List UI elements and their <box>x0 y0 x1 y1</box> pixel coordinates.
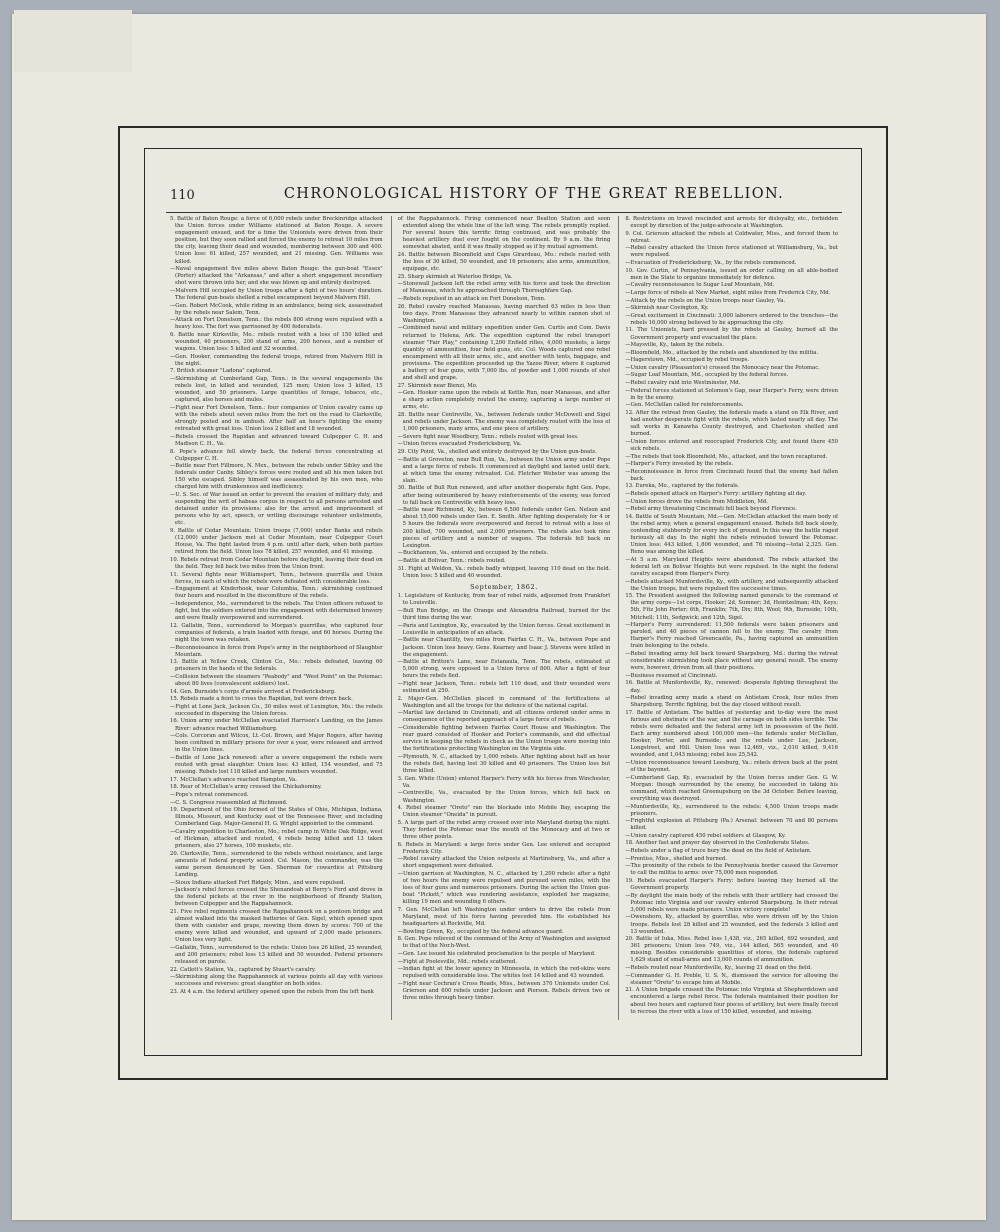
chronology-entry: 5. Battle of Baton Rouge: a force of 6,000 rebels under Breckinridge attacked the Union forces under Williams stationed at Baton Rouge. A severe engagement ensued, and for a time the Unionists were driven from their position, but they soon rallied and forced the enemy to retreat 10 miles from the city, leaving their dead and wounded, numbering between 300 and 400. Union loss: 61 killed, 257 wounded, and 21 missing. Gen. Williams was killed. <box>170 216 383 265</box>
chronology-entry: —Engagement at Kinderhook, near Columbia, Tenn.: skirmishing continued four hours and resulted in the discomfiture of the rebels. <box>170 586 383 600</box>
chronology-entry: 15. The President assigned the following named generals to the command of the army corps—1st corps, Hooker; 2d, Sumner; 3d, Heintzelman; 4th, Keys; 5th, Fitz John Porter; 6th, Franklin; 7th, Dix; 8th, Wool; 9th, Burnside; 10th, Mitchell; 11th, Sedgwick; and 12th, Sigel. <box>625 593 839 621</box>
chronology-entry: —Gen. Hooker came upon the rebels at Kettle Run, near Manassas, and after a sharp action completely routed the enemy, capturing a large number of arms, etc. <box>397 390 611 411</box>
chronology-entry: —Combined naval and military expedition under Gen. Curtis and Com. Davis returned to Helena, Ark. The expedition captured the rebel transport steamer "Fair Play," containing 1,200 Enfield rifles, 4,000 muskets, a large quantity of ammunition, four field guns, etc. Col. Woods captured one rebel encampment with all their arms, etc., and another with tents, baggage, and provisions. The expedition proceeded up the Yazoo River, where it captured a battery of four guns, with 7,000 lbs. of powder and 1,000 rounds of shot and shell and grape. <box>397 325 611 382</box>
chronology-entry: 5. A large part of the rebel army crossed over into Maryland during the night. They forded the Potomac near the mouth of the Monocacy and at two or three other points. <box>397 819 611 840</box>
chronology-entry: —C. S. Congress reassembled at Richmond. <box>170 799 288 806</box>
chronology-entry: —Jackson's rebel forces crossed the Shenandoah at Berry's Ford and drove in the federal pickets at the river in the neighborhood of Brandy Station, between Culpepper and the Rappahannock. <box>170 887 383 908</box>
chronology-entry: —Severe fight near Woodbury, Tenn.: rebels routed with great loss. <box>397 433 579 440</box>
chronology-entry: —Rebel cavalry raid into Westminster, Md. <box>625 380 741 387</box>
chronology-entry: —Battle at Britton's Lane, near Estanaula, Tenn. The rebels, estimated at 5,000 strong, were opposed to a Union force of 800. After a fight of four hours the rebels fled. <box>397 659 611 680</box>
chronology-entry: —Rebel army threatening Cincinnati fell back beyond Florence. <box>625 506 797 513</box>
chronology-entry: —Rebel invading army fell back toward Sharpsburg, Md.: during the retreat considerable skirmishing took place without any general result. The enemy were, however, driven from all their positions. <box>625 651 839 672</box>
chronology-entry: —Maysville, Ky., taken by the rebels. <box>625 342 724 349</box>
chronology-entry: 16. Battle at Munfordsville, Ky., renewed: desperate fighting throughout the day. <box>625 680 839 694</box>
chronology-entry: 27. Skirmish near Bienzi, Mo. <box>397 382 478 389</box>
chronology-entry: —Cols. Corcoran and Wilcox, Lt.-Col. Brown, and Major Rogers, after having been confined in military prisons for over a year, were released and arrived in the Union lines. <box>170 733 383 754</box>
chronology-entry: —Business resumed at Cincinnati. <box>625 672 718 679</box>
chronology-entry: —Fight near Jackson, Tenn.: rebels left 110 dead, and their wounded were estimated at 250. <box>397 681 611 695</box>
chronology-entry: —Naval engagement five miles above Baton Rouge: the gun-boat "Essex" (Porter) attacked the "Arkansas," and after a short engagement incendiary shot were thrown into her, and she was blown up and entirely destroyed. <box>170 266 383 287</box>
chronology-entry: —Bull Run Bridge, on the Orange and Alexandria Railroad, burned for the third time during the war. <box>397 608 611 622</box>
chronology-entry: —Attack on Fort Donelson, Tenn.: the rebels 800 strong were repulsed with a heavy loss. The fort was garrisoned by 400 federalists. <box>170 317 383 331</box>
chronology-entry: —The rebels that took Bloomfield, Mo., attacked, and the town recaptured. <box>625 453 828 460</box>
chronology-entry: 22. Catlett's Station, Va., captured by Stuart's cavalry. <box>170 966 316 973</box>
chronology-entry: 21. Five rebel regiments crossed the Rappahannock on a pontoon bridge and almost walked into the masked batteries of Gen. Sigel, which opened upon them with canister and grape, mowing them down by scores: 700 of the enemy were killed and wounded, and upward of 2,000 made prisoners. Union loss very light. <box>170 908 383 944</box>
chronology-entry: 10. Gov. Curtin, of Pennsylvania, issued an order calling on all able-bodied men in the State to organize immediately for defence. <box>625 267 839 281</box>
text-column-3 <box>618 216 838 1020</box>
chronology-entry: —At 5 a.m. Maryland Heights were abandoned. The rebels attacked the federal left on Bolivar Heights but were repulsed. In the night the federal cavalry escaped from Harper's Ferry. <box>625 556 839 577</box>
chronology-entry: —Independence, Mo., surrendered to the rebels. The Union officers refused to fight, but the soldiers entered into the engagement with determined bravery and were finally overpowered and surrendered. <box>170 600 383 622</box>
chronology-entry: 19. Rebels evacuated Harper's Ferry: before leaving they burned all the Government property. <box>625 877 839 892</box>
chronology-entry: —Collision between the steamers "Peabody" and "West Point" on the Potomac: about 80 lives (convalescent soldiers) lost. <box>170 673 383 687</box>
chronology-entry: —Reconnoissance in force from Cincinnati found that the enemy had fallen back. <box>625 468 839 482</box>
chronology-entry: 12. Gallatin, Tenn., surrendered to Morgan's guerrillas, who captured four companies of federals, a train loaded with forage, and 60 horses. During the night the town was retaken. <box>170 622 383 643</box>
chronology-entry: —Fight near Fort Donelson, Tenn.: four companies of Union cavalry came up with the rebels about seven miles from the fort on the road to Clarksville, strongly posted and in ambush. After half an hour's fighting the enemy retreated with great loss. Union loss 2 killed and 18 wounded. <box>170 404 383 433</box>
chronology-entry: —Skirmishing along the Rappahannock at various points all day with various successes and reverses: great slaughter on both sides. <box>170 974 383 988</box>
chronology-entry: —Rebel cavalry attacked the Union outposts at Martinsburg, Va., and after a short engagement were defeated. <box>397 856 611 870</box>
chronology-entry: —Rebels attacked Munfordsville, Ky., with artillery, and subsequently attacked the Union troops, but were repulsed five successive times. <box>625 578 839 592</box>
chronology-entry: —Pope's retreat commenced. <box>170 791 249 798</box>
chronology-entry: 8. Restrictions on travel rescinded and arrests for disloyalty, etc., forbidden except by direction of the judge-advocate at Washington. <box>625 216 839 230</box>
chronology-entry: 20. Battle of Iuka, Miss. Rebel loss 1,438, viz., 265 killed, 692 wounded, and 361 prisoners; Union loss 749, viz., 144 killed, 565 wounded, and 40 missing. Besides considerable quantities of stores, the federals captured 1,629 stand of small-arms and 13,000 rounds of ammunition. <box>625 936 839 964</box>
chronology-entry: —Paris and Lexington, Ky., evacuated by the Union forces. Great excitement in Louisville in anticipation of an attack. <box>397 622 611 636</box>
chronology-entry: —Hagerstown, Md., occupied by rebel troops. <box>625 357 749 364</box>
chronology-entry: 8. Gen. Pope relieved of the command of the Army of Washington and assigned to that of the Nor.h-West. <box>397 936 611 950</box>
chronology-entry: 17. McClellan's advance reached Hampton, Va. <box>170 776 297 783</box>
chronology-entry: —Owensboro, Ky., attacked by guerrillas, who were driven off by the Union troops. Rebels lost 28 killed and 25 wounded, and the federals 3 killed and 13 wounded. <box>625 914 839 935</box>
chronology-entry: —Rebels under a flag of truce bury the dead on the field of Antietam. <box>625 848 812 855</box>
chronology-entry: —Cavalry expedition to Charleston, Mo.; rebel camp in White Oak Ridge, west of Hickman, attacked and routed, 4 rebels being killed and 13 taken prisoners, also 27 horses, 100 muskets, etc. <box>170 828 383 850</box>
chronology-entry: 28. Battle near Centreville, Va., between federals under McDowell and Sigel and rebels under Jackson. The enemy was completely routed with the loss of 1,000 prisoners, many arms, and one piece of artillery. <box>397 412 611 433</box>
chronology-entry: 19. Department of the Ohio formed of the States of Ohio, Michigan, Indiana, Illinois, Missouri, and Kentucky east of the Tennessee River, and including Cumberland Gap. Major-General H. G. Wright appointed to the command. <box>170 807 383 828</box>
text-columns <box>170 216 838 1020</box>
paper-corner-tab <box>14 10 132 72</box>
chronology-entry: —Skirmish near Covington, Ky. <box>625 305 709 312</box>
chronology-entry: —Evacuation of Fredericksburg, Va., by the rebels commenced. <box>625 260 797 267</box>
chronology-entry: 30. Battle of Bull Run renewed, and after another desperate fight Gen. Pope, after being outnumbered by heavy reinforcements of the enemy, was forced to fall back on Centreville with heavy loss. <box>397 485 611 506</box>
chronology-entry: 10. Rebels retreat from Cedar Mountain before daylight, leaving their dead on the field. They fell back two miles from the Union front. <box>170 556 383 570</box>
chronology-entry: 6. Battle near Kirksville, Mo.: rebels routed with a loss of 150 killed and wounded, 40 prisoners, 200 stand of arms, 200 horses, and a number of wagons. Union loss: 5 killed and 32 wounded. <box>170 332 383 353</box>
chronology-entry: —Reconnoissance in force from Pope's army in the neighborhood of Slaughter Mountain. <box>170 644 383 658</box>
chronology-entry: —Union forces evacuated Fredericksburg, Va. <box>397 441 522 448</box>
chronology-entry: —Battle near Richmond, Ky., between 6,500 federals under Gen. Nelson and about 15,000 rebels under Gen. E. Smith. After fighting desperately for 4 or 5 hours the federals were overpowered and forced to retreat with a loss of 200 killed, 700 wounded, and 2,000 prisoners. The rebels also took nine pieces of artillery and a number of wagons. The federals fell back on Lexington. <box>397 507 611 549</box>
chronology-entry: —Bloomfield, Mo., attacked by the rebels and abandoned by the militia. <box>625 349 819 356</box>
chronology-entry: 6. Rebels in Maryland: a large force under Gen. Lee entered and occupied Frederick City. <box>397 841 611 855</box>
chronology-entry: —Battle of Lone Jack renewed: after a severe engagement the rebels were routed with great slaughter. Union loss: 43 killed, 154 wounded, and 75 missing. Rebels lost 118 killed and large numbers wounded. <box>170 754 383 776</box>
chronology-entry: —Stonewall Jackson left the rebel army with his force and took the direction of Manassas, which he approached through Thoroughfare Gap. <box>397 281 611 295</box>
chronology-entry: —Rebels repulsed in an attack on Fort Donelson, Tenn. <box>397 296 546 303</box>
chronology-entry: —Gen. Lee issued his celebrated proclamation to the people of Maryland. <box>397 950 596 957</box>
chronology-entry: 2. Major-Gen. McClellan placed in command of the fortifications at Washington and all the troops for the defence of the national capital. <box>397 695 611 709</box>
text-column-1 <box>170 216 383 1020</box>
chronology-entry: 18. Another fast and prayer day observed in the Confederate States. <box>625 840 810 847</box>
chronology-entry: —Sugar Loaf Mountain, Md., occupied by the federal forces. <box>625 372 789 379</box>
chronology-entry: —Federal forces stationed at Solomon's Gap, near Harper's Ferry, were driven in by the enemy. <box>625 387 839 401</box>
chronology-entry: 9. Battle of Cedar Mountain: Union troops (7,000) under Banks and rebels (12,000) under Jackson met at Cedar Mountain, near Culpepper Court House, Va. The fight lasted from 4 p.m. until after dark, when both parties retired from the field. Union loss 78 killed, 257 wounded, and 41 missing. <box>170 528 383 556</box>
chronology-entry: 26. Rebel cavalry reached Manassas, having marched 63 miles in less than two days. From Manassas they advanced nearly to within cannon shot of Washington. <box>397 303 611 324</box>
chronology-entry: —U. S. Sec. of War issued an order to prevent the evasion of military duty, and suspending the writ of habeas corpus in respect to all persons arrested and detained under its provisions; also for the arrest and imprisonment of persons who by act, speech, or writing discourage volunteer enlistments, etc. <box>170 492 383 527</box>
chronology-entry: 23. At 4 a.m. the federal artillery opened upon the rebels from the left bank <box>170 988 374 995</box>
chronology-entry: —Harper's Ferry surrendered: 11,500 federals were taken prisoners and paroled, and 40 pieces of cannon fell to the enemy. The cavalry from Harper's Ferry reached Greencastle, Pa., having captured an ammunition train belonging to the rebels. <box>625 622 839 650</box>
chronology-entry: —Malvern Hill occupied by Union troops after a fight of two hours' duration. The federal gun-boats shelled a rebel encampment beyond Malvern Hill. <box>170 287 383 302</box>
chronology-entry: 7. British steamer "Ladona" captured. <box>170 368 273 375</box>
chronology-entry: 9. Col. Grierson attacked the rebels at Coldwater, Miss., and forced them to retreat. <box>625 230 839 244</box>
chronology-entry: —By daylight the main body of the rebels with their artillery had crossed the Potomac into Virginia and our cavalry entered Sharpsburg. In their retreat 3,000 rebels were made prisoners. Union victory complete! <box>625 892 839 913</box>
chronology-entry: —Frightful explosion at Pittsburg (Pa.) Arsenal: between 70 and 80 persons killed. <box>625 818 839 832</box>
chronology-entry: 8. Pope's advance fell slowly back, the federal forces concentrating at Culpepper C. H. <box>170 448 383 462</box>
chronology-entry: —Centreville, Va., evacuated by the Union forces, which fell back on Washington. <box>397 790 611 804</box>
chronology-entry: —Union cavalry (Pleasanton's) crossed the Monocacy near the Potomac. <box>625 364 820 371</box>
chronology-entry: —Considerable fighting between Fairfax Court House and Washington. The rear guard consisted of Hooker and Porter's commands, and did effectual service in keeping the rebels in check as the Union troops were moving into the fortifications protecting Washington on the Virginia side. <box>397 725 611 753</box>
chronology-entry: 11. The Unionists, hard pressed by the rebels at Gauley, burned all the Government property and evacuated the place. <box>625 327 839 341</box>
chronology-entry: 12. After the retreat from Gauley, the federals made a stand on Elk River, and had another desperate fight with the rebels, which lasted nearly all day. The salt works in Kanawha County destroyed, and Charleston shelled and burned. <box>625 409 839 438</box>
chronology-entry: 31. Fight at Weldon, Va.: rebels badly whipped, leaving 110 dead on the field. Union loss: 5 killed and 40 wounded. <box>397 565 611 579</box>
chronology-entry: —Union cavalry captured 450 rebel soldiers at Glasgow, Ky. <box>625 832 786 839</box>
chronology-entry: —Rebel cavalry attacked the Union force stationed at Williamsburg, Va., but were repulsed. <box>625 245 839 259</box>
chronology-entry: —Attack by the rebels on the Union troops near Gauley, Va. <box>625 297 786 304</box>
chronology-entry: 14. Gen. Burnside's corps d'armée arrived at Fredericksburg. <box>170 688 336 695</box>
chronology-entry: —Union garrison at Washington, N. C., attacked by 1,200 rebels: after a fight of two hours the enemy were repulsed and pursued seven miles, with the loss of four guns and numerous prisoners. During the action the Union gun-boat "Pickett," which was rendering assistance, exploded her magazine, killing 19 men and wounding 6 others. <box>397 870 611 906</box>
chronology-entry: —Cumberland Gap, Ky., evacuated by the Union forces under Gen. G. W. Morgan: though surrounded by the enemy, he succeeded in taking his command, which reached Greenupsburg on the 3d October. Before leaving, everything was destroyed. <box>625 774 839 802</box>
chronology-entry: —Battle near Fort Fillmore, N. Mex., between the rebels under Sibley and the federals under Canby. Sibley's forces were routed and all his men taken but 150 who escaped. Sibley himself was assassinated by his own men, who charged him with drunkenness and inefficiency. <box>170 463 383 491</box>
chronology-entry: —Cavalry reconnoissance to Sugar Loaf Mountain, Md. <box>625 282 775 289</box>
chronology-entry: —Battle at Bolivar, Tenn.: rebels routed. <box>397 557 506 564</box>
chronology-entry: 25. Sharp skirmish at Waterloo Bridge, Va. <box>397 273 513 280</box>
chronology-entry: 7. Gen. McClellan left Washington under orders to drive the rebels from Maryland, most of his force having preceded him. He established his headquarters at Rockville, Md. <box>397 906 611 928</box>
chronology-entry: —Gen. Hooker, commanding the federal troops, retired from Malvern Hill in the night. <box>170 353 383 367</box>
chronology-entry: —Rebels opened attack on Harper's Ferry: artillery fighting all day. <box>625 490 807 497</box>
chronology-entry: —Union forces entered and reoccupied Frederick City, and found there 450 sick rebels. <box>625 438 839 452</box>
chronology-entry: —Gallatin, Tenn., surrendered to the rebels: Union loss 26 killed, 25 wounded, and 200 prisoners; rebel loss 13 killed and 50 wounded. Federal prisoners released on parole. <box>170 944 383 966</box>
chronology-entry: 13. Battle at Yellow Creek, Clinton Co., Mo.: rebels defeated, leaving 60 prisoners in the hands of the federals. <box>170 659 383 673</box>
chronology-entry: —Fight at Poolesville, Md.: rebels scattered. <box>397 958 518 965</box>
page-title: CHRONOLOGICAL HISTORY OF THE GREAT REBELLION. <box>283 186 785 202</box>
chronology-entry: 15. Rebels made a feint to cross the Rapidan, but were driven back. <box>170 696 353 703</box>
chronology-entry: 3. Gen. White (Union) entered Harper's Ferry with his forces from Winchester, Va. <box>397 775 611 789</box>
chronology-entry: —The proximity of the rebels to the Pennsylvania border caused the Governor to call the militia to arms: over 75,000 men responded. <box>625 863 839 877</box>
chronology-entry: —Union reconnoissance toward Leesburg, Va.: rebels driven back at the point of the bayonet. <box>625 759 839 774</box>
chronology-entry: —Bowling Green, Ky., occupied by the federal advance guard. <box>397 928 564 935</box>
chronology-entry: 14. Battle of South Mountain, Md.—Gen. McClellan attacked the main body of the rebel army, when a general engagement ensued. Rebels fell back slowly, contending stubbornly for every inch of ground. In this way the battle raged furiously all day. In the night the rebels retreated toward the Potomac. Union loss: 443 killed, 1,806 wounded, and 76 missing—total 2,325. Gen. Reno was among the killed. <box>625 513 839 556</box>
chronology-entry: 11. Several fights near Williamsport, Tenn., between guerrilla and Union forces, in each of which the rebels were defeated with considerable loss. <box>170 571 383 585</box>
chronology-entry: —Fight near Cochran's Cross Roads, Miss., between 370 Unionists under Col. Grierson and 600 rebels under Jackson and Pierson. Rebels driven two or three miles through heavy timber. <box>397 980 611 1002</box>
chronology-entry: —Buckhannon, Va., entered and occupied by the rebels. <box>397 550 549 557</box>
chronology-entry: —Indian fight at the lower agency in Minnesota, in which the red-skins were repulsed with considerable loss. The whites lost 14 killed and 43 wounded. <box>397 966 611 980</box>
chronology-entry: 29. City Point, Va., shelled and entirely destroyed by the Union gun-boats. <box>397 449 597 455</box>
chronology-entry: —Fight at Lone Jack, Jackson Co., 30 miles west of Lexington, Mo.: the rebels succeeded in dispersing the Union forces. <box>170 703 383 717</box>
chronology-entry: of the Rappahannock. Firing commenced near Bealton Station and soon extended along the whole line of the left wing. The rebels promptly replied. For several hours this terrific firing continued, and was probably the heaviest artillery duel ever fought on the continent. By 9 a.m. the firing somewhat abated, until it was finally stopped as if by mutual agreement. <box>397 216 611 251</box>
text-column-2 <box>391 216 611 1020</box>
chronology-entry: —Union forces drove the rebels from Middleton, Md. <box>625 498 768 505</box>
chronology-entry: —Battle near Chantilly, two miles from Fairfax C. H., Va., between Pope and Jackson. Union loss heavy. Gens. Kearney and Isaac J. Stevens were killed in the engagement. <box>397 637 611 658</box>
chronology-entry: —Great excitement in Cincinnati: 3,000 laborers ordered to the trenches—the rebels 16,000 strong believed to be approaching the city. <box>625 312 839 326</box>
chronology-entry: 21. A Union brigade crossed the Potomac into Virginia at Shepherdstown and encountered a large rebel force. The federals maintained their position for about two hours and captured four pieces of artillery, but were finally forced to recross the river with a loss of 150 killed, wounded, and missing. <box>625 987 839 1015</box>
chronology-entry: —Sioux Indians attacked Fort Ridgely, Minn., and were repulsed. <box>170 879 346 886</box>
chronology-entry: —Rebel invading army made a stand on Antietam Creek, four miles from Sharpsburg. Terrific fighting, but the day closed without result. <box>625 695 839 709</box>
chronology-entry: —Commander G. H. Preble, U. S. N., dismissed the service for allowing the steamer "Oreto" to escape him at Mobile. <box>625 972 839 986</box>
chronology-entry: —Prentiss, Miss., shelled and burned. <box>625 855 727 862</box>
chronology-entry: —Gen. Robert McCook, while riding in an ambulance, being sick, assassinated by the rebels near Salem, Tenn. <box>170 302 383 316</box>
chronology-entry: —Harper's Ferry invested by the rebels. <box>625 461 734 468</box>
chronology-entry: —Rebels crossed the Rapidan and advanced toward Culpepper C. H. and Madison C. H., Va. <box>170 433 383 447</box>
chronology-entry: 4. Rebel steamer "Oreto" ran the blockade into Mobile Bay, escaping the Union steamer "Oneida" in pursuit. <box>397 805 611 819</box>
chronology-entry: 18. Rear of McClellan's army crossed the Chickahominy. <box>170 784 322 791</box>
chronology-entry: 16. Union army under McClellan evacuated Harrison's Landing, on the James River: advance reached Williamsburg. <box>170 718 383 732</box>
section-heading: September, 1862. <box>470 582 538 591</box>
chronology-entry: —Gen. McClellan called for reinforcements. <box>625 402 744 409</box>
chronology-entry: —Skirmishing at Cumberland Gap, Tenn.: in the several engagements the rebels lost, in killed and wounded, 125 men; Union loss 3 killed, 15 wounded, and 50 prisoners. Large quantities of forage, tobacco, etc., captured, also horses and mules. <box>170 376 383 404</box>
chronology-entry: —Battle at Groveton, near Bull Run, Va., between the Union army under Pope and a large force of rebels. It commenced at daylight and lasted until dark, at which time the enemy retreated. Col. Fletcher Webster was among the slain. <box>397 456 611 484</box>
chronology-entry: —Large force of rebels at New Market, eight miles from Frederick City, Md. <box>625 289 831 296</box>
page-number: 110 <box>170 188 195 203</box>
chronology-entry: —Munfordsville, Ky., surrendered to the rebels: 4,500 Union troops made prisoners. <box>625 803 839 817</box>
chronology-entry: 1. Legislature of Kentucky, from fear of rebel raids, adjourned from Frankfort to Louisville. <box>397 593 611 607</box>
chronology-entry: —Plymouth, N. C., attacked by 1,000 rebels. After fighting about half an hour the rebels fled, having lost 30 killed and 40 prisoners. The Union loss but three killed. <box>397 753 611 775</box>
chronology-entry: —Martial law declared in Cincinnati, and all citizens ordered under arms in consequence of the reported approach of a large force of rebels. <box>397 710 611 724</box>
chronology-entry: 17. Battle of Antietam. The battles of yesterday and to-day were the most furious and obstinate of the war, and the carnage on both sides terrible. The rebels were defeated and the federal army left in possession of the field. Each army numbered about 100,000 men—the federals under McClellan, Hooker, Porter, and Burnside; and the rebels under Lee, Jackson, Longstreet, and Hill. Union loss was 12,469, viz., 2,010 killed, 9,416 wounded, and 1,043 missing; rebel loss 25,542. <box>625 709 839 759</box>
chronology-entry: 20. Clarksville, Tenn., surrendered to the rebels without resistance, and large amounts of federal property seized. Col. Mason, the commander, was the same person denounced by Gen. Sherman for cowardice at Pittsburg Landing. <box>170 850 383 878</box>
chronology-entry: 24. Battle between Bloomfield and Cape Girardeau, Mo.: rebels routed with the loss of 30 killed, 50 wounded, and 16 prisoners; also arms, ammunition, equipage, etc. <box>397 251 611 273</box>
chronology-entry: 13. Eureka, Mo., captured by the federals. <box>625 483 740 490</box>
chronology-entry: —Rebels routed near Munfordsville, Ky., leaving 21 dead on the field. <box>625 965 812 972</box>
page-header <box>166 182 842 213</box>
